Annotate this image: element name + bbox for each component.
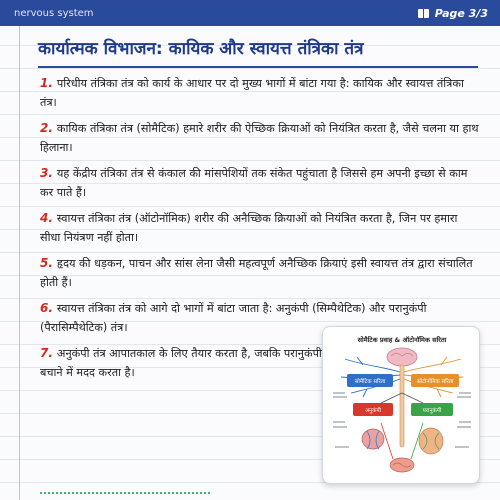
page-header [0,0,500,26]
point-number: 2. [40,121,53,135]
figure-title: सोमैटिक प्रवाह & ऑटोनॉमिक सरिता [357,336,447,344]
book-icon [418,9,429,18]
page-title: कार्यात्मक विभाजन: कायिक और स्वायत्त तंत्रिका तंत्र [38,36,478,68]
list-item [40,119,480,157]
point-text: स्वायत्त तंत्रिका तंत्र (ऑटोनॉमिक) शरीर की अनैच्छिक क्रियाओं को नियंत्रित करता है, जिन पर हमारा सीधा नियंत्रण नहीं होता। [40,212,458,244]
topic-label: nervous system [14,7,94,19]
autonomic-box-label: ऑटोनॉमिक सरिता [416,379,454,385]
brain-icon [387,348,417,366]
stomach-icon [419,428,443,454]
page-number: Page 3/3 [434,6,488,20]
point-text: स्वायत्त तंत्रिका तंत्र को आगे दो भागों में बांटा जाता है: अनुकंपी (सिम्पैथेटिक) और परानुकंपी (पैरासिम्पैथेटिक) तंत्र। [40,302,427,334]
spinal-cord-icon [400,365,404,447]
sympathetic-box-label: अनुकंपी [364,408,382,414]
point-number: 5. [40,256,53,270]
point-text: यह केंद्रीय तंत्रिका तंत्र से कंकाल की मांसपेशियों तक संकेत पहुंचाता है जिससे हम अपनी इच्छा से काम कर पाते हैं। [40,167,468,199]
point-text: हृदय की धड़कन, पाचन और सांस लेना जैसी महत्वपूर्ण अनैच्छिक क्रियाएं इसी स्वायत्त तंत्र द्वारा संचालित होती हैं। [40,257,473,289]
figure-diagram [323,327,480,484]
point-number: 4. [40,211,53,225]
heart-icon [362,429,384,449]
nervous-system-figure [322,326,480,484]
list-item [40,344,330,382]
point-text: कायिक तंत्रिका तंत्र (सोमैटिक) हमारे शरीर की ऐच्छिक क्रियाओं को नियंत्रित करता है, जैसे चलना या हाथ हिलाना। [40,122,479,154]
point-text: परिधीय तंत्रिका तंत्र को कार्य के आधार पर दो मुख्य भागों में बांटा गया है: कायिक और स्वायत्त तंत्रिका तंत्र। [40,77,464,109]
point-number: 1. [40,76,53,90]
bottom-divider [40,492,210,494]
point-number: 7. [40,346,53,360]
list-item [40,254,480,292]
parasympathetic-box-label: परानुकंपी [422,408,442,414]
point-number: 3. [40,166,53,180]
point-text: अनुकंपी तंत्र आपातकाल के लिए तैयार करता है, जबकि परानुकंपी बचाने में मदद करता है। [40,347,322,379]
list-item [40,209,480,247]
list-item [40,164,480,202]
point-number: 6. [40,301,53,315]
page-indicator [418,7,488,20]
list-item [40,74,480,112]
somatic-box-label: सोमैटिक सरिता [354,379,386,385]
